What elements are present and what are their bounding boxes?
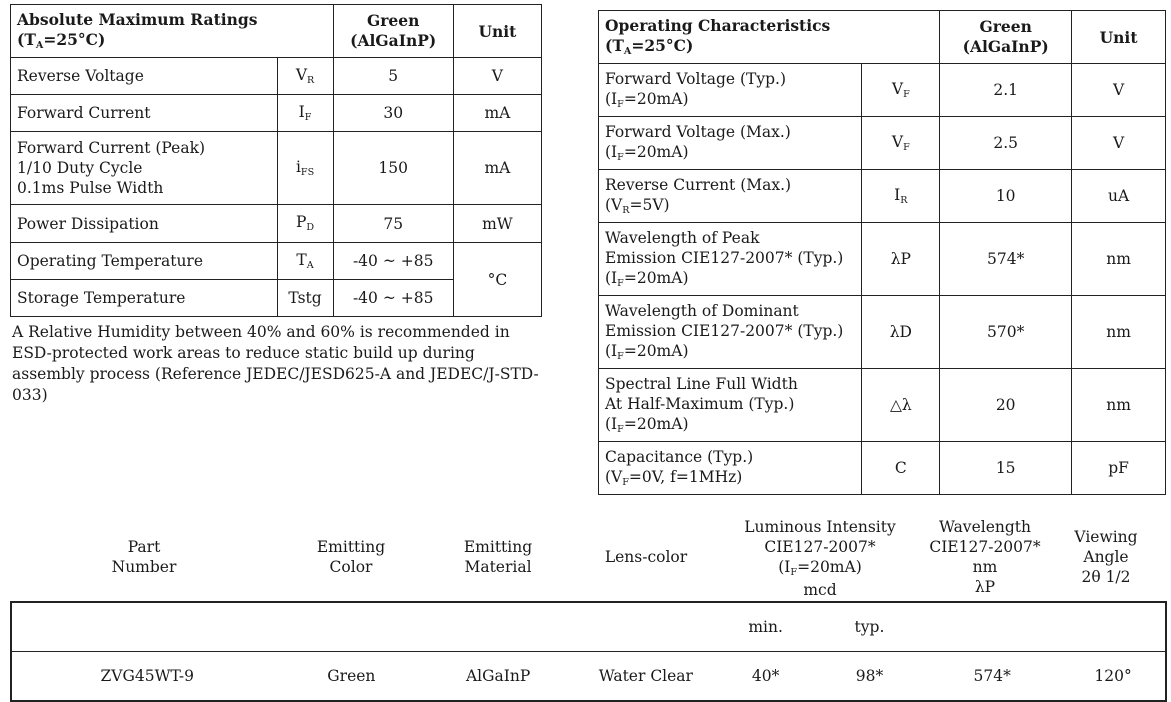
table-row: ZVG45WT-9 Green AlGaInP Water Clear 40* 98* 574* 120° <box>11 652 1166 702</box>
header-part-number: Part Number <box>111 538 177 576</box>
part-number: ZVG45WT-9 <box>11 652 282 702</box>
table-row: Reverse Voltage $V_R$ 5 V <box>11 58 542 95</box>
part-selection-table <box>10 601 1167 702</box>
absolute-maximum-ratings-table <box>10 4 542 317</box>
table-row: Reverse Current (Max.) $(V_R=5V)$ $I_R$ 10 uA <box>599 170 1166 223</box>
opc-col-green: Green (AlGaInP) <box>940 11 1072 64</box>
header-wavelength: Wavelength CIE127-2007* nm λP <box>929 518 1041 596</box>
opc-col-unit: Unit <box>1072 11 1166 64</box>
table-row: Spectral Line Full Width At Half-Maximum (Typ.) $(I_F=20mA)$ △λ 20 nm <box>599 369 1166 442</box>
header-viewing-angle: Viewing Angle 2θ 1/2 <box>1074 528 1138 586</box>
table-row: Forward Voltage (Max.) $(I_F=20mA)$ $V_F$ 2.5 V <box>599 117 1166 170</box>
table-row: Forward Current (Peak) 1/10 Duty Cycle 0.1ms Pulse Width $i_{FS}$ 150 mA <box>11 132 542 205</box>
table-row: Wavelength of Dominant Emission CIE127-2007* (Typ.) $(I_F=20mA)$ λD 570* nm <box>599 296 1166 369</box>
opc-title: Operating Characteristics $(T_A=25^\circ C)$ <box>599 11 940 64</box>
humidity-note: A Relative Humidity between 40% and 60% is recommended in ESD-protected work areas to reduce static build up during assembly process (Reference JEDEC/JESD625-A and JEDEC/J-STD-033) <box>12 323 539 404</box>
table-row: Forward Voltage (Typ.) $(I_F=20mA)$ $V_F$ 2.1 V <box>599 64 1166 117</box>
header-lens-color: Lens-color <box>604 548 688 566</box>
table-row: Forward Current $I_F$ 30 mA <box>11 95 542 132</box>
table-row: Power Dissipation $P_D$ 75 mW <box>11 205 542 243</box>
table-row: Storage Temperature Tstg -40 ~ +85 <box>11 280 542 317</box>
min-label: min. <box>748 618 783 636</box>
table-row: Wavelength of Peak Emission CIE127-2007* (Typ.) $(I_F=20mA)$ λP 574* nm <box>599 223 1166 296</box>
table-row <box>11 602 1166 652</box>
operating-characteristics-table <box>598 10 1166 495</box>
header-emitting-color: Emitting Color <box>316 538 386 576</box>
table-row: Operating Temperature $T_A$ -40 ~ +85 °C <box>11 243 542 280</box>
amr-col-unit: Unit <box>453 5 541 58</box>
amr-col-green: Green (AlGaInP) <box>333 5 453 58</box>
typ-label: typ. <box>854 618 885 636</box>
header-luminous-intensity: Luminous Intensity CIE127-2007* $(I_F=20mA)$ mcd <box>744 518 896 599</box>
table-row: Capacitance (Typ.) ($V_F=0V$, f=1MHz) C 15 pF <box>599 442 1166 495</box>
amr-title: Absolute Maximum Ratings $(T_A=25^\circ C)$ <box>11 5 334 58</box>
header-emitting-material: Emitting Material <box>463 538 533 576</box>
